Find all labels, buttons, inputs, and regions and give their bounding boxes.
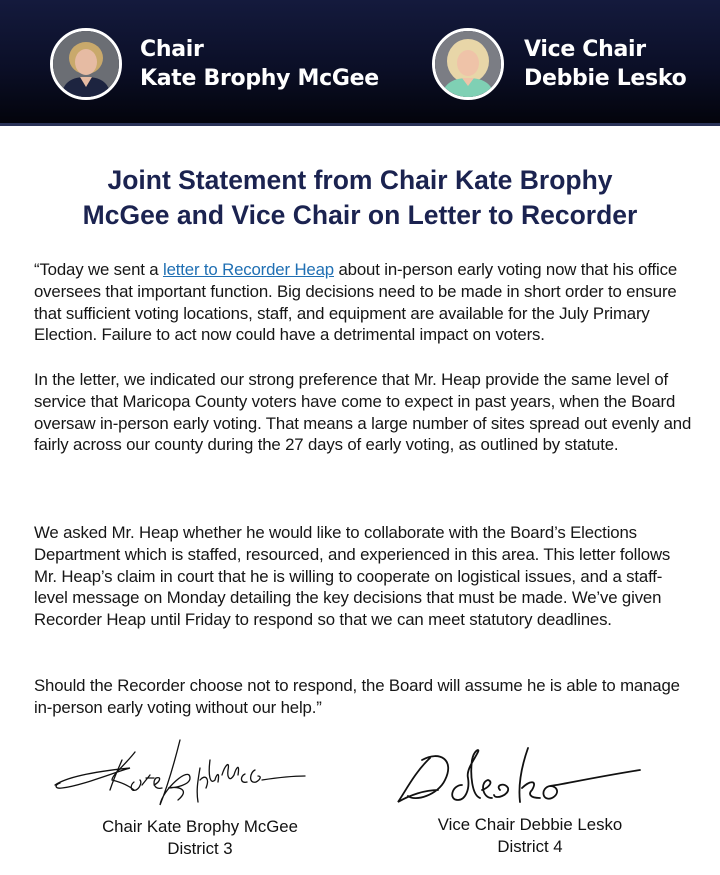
vice-chair-signature [390, 740, 650, 815]
paragraph-1-rest: about in-person early voting now that his office oversees that important function. Big decisions need to be made in short order to ensure that sufficient voting locations, staff, and equipment are available for the July Primary Election. Failure to act now could have a detrimental impact on voters. [34, 260, 678, 345]
statement-paragraph-2 [34, 369, 694, 456]
statement-title-line-2: McGee and Vice Chair on Letter to Recorder [82, 200, 638, 230]
chair-portrait-icon [53, 31, 119, 97]
paragraph-4-text: Should the Recorder choose not to respond, the Board will assume he is able to manage in-person early voting without our help.” [34, 676, 680, 717]
chair-signature-district: District 3 [167, 839, 233, 858]
letter-to-recorder-link[interactable]: letter to Recorder Heap [162, 260, 334, 279]
vice-chair-role: Vice Chair [524, 37, 646, 62]
vice-chair-label [524, 35, 686, 93]
statement-paragraph-1 [34, 259, 694, 346]
statement-paragraph-4 [34, 675, 694, 719]
chair-avatar [50, 28, 122, 100]
vice-chair-name: Debbie Lesko [524, 66, 687, 91]
chair-signature-caption [70, 816, 330, 860]
paragraph-1-intro: “Today we sent a [34, 260, 163, 279]
statement-title-line-1: Joint Statement from Chair Kate Brophy [107, 165, 613, 195]
chair-signature-icon [50, 730, 310, 815]
chair-signature [50, 730, 310, 815]
chair-signature-title: Chair Kate Brophy McGee [102, 817, 298, 836]
vice-chair-avatar [432, 28, 504, 100]
vice-chair-signature-district: District 4 [497, 837, 563, 856]
paragraph-3-text: We asked Mr. Heap whether he would like to collaborate with the Board’s Elections Department which is staffed, resourced, and experienced in this area. This letter follows Mr. Heap’s claim in court that he is willing to cooperate on logistical issues, and a staff-level message on Monday detailing the key decisions that must be made. We’ve given Recorder Heap until Friday to respond so that we can meet statutory deadlines. [34, 523, 671, 630]
header-banner [0, 0, 720, 126]
vice-chair-portrait-icon [435, 31, 501, 97]
vice-chair-signature-caption [400, 814, 660, 858]
chair-name: Kate Brophy McGee [140, 66, 379, 91]
statement-title [0, 163, 720, 233]
chair-profile [50, 28, 379, 100]
statement-paragraph-3 [34, 522, 694, 631]
vice-chair-signature-title: Vice Chair Debbie Lesko [437, 815, 623, 834]
vice-chair-profile [432, 28, 686, 100]
vice-chair-signature-icon [390, 740, 650, 815]
paragraph-2-text: In the letter, we indicated our strong preference that Mr. Heap provide the same level of service that Maricopa County voters have come to expect in past years, when the Board oversaw in-person early voting. That means a large number of sites spread out evenly and fairly across our county during the 27 days of early voting, as outlined by statute. [34, 370, 692, 455]
chair-role: Chair [140, 37, 204, 62]
chair-label [140, 35, 379, 93]
